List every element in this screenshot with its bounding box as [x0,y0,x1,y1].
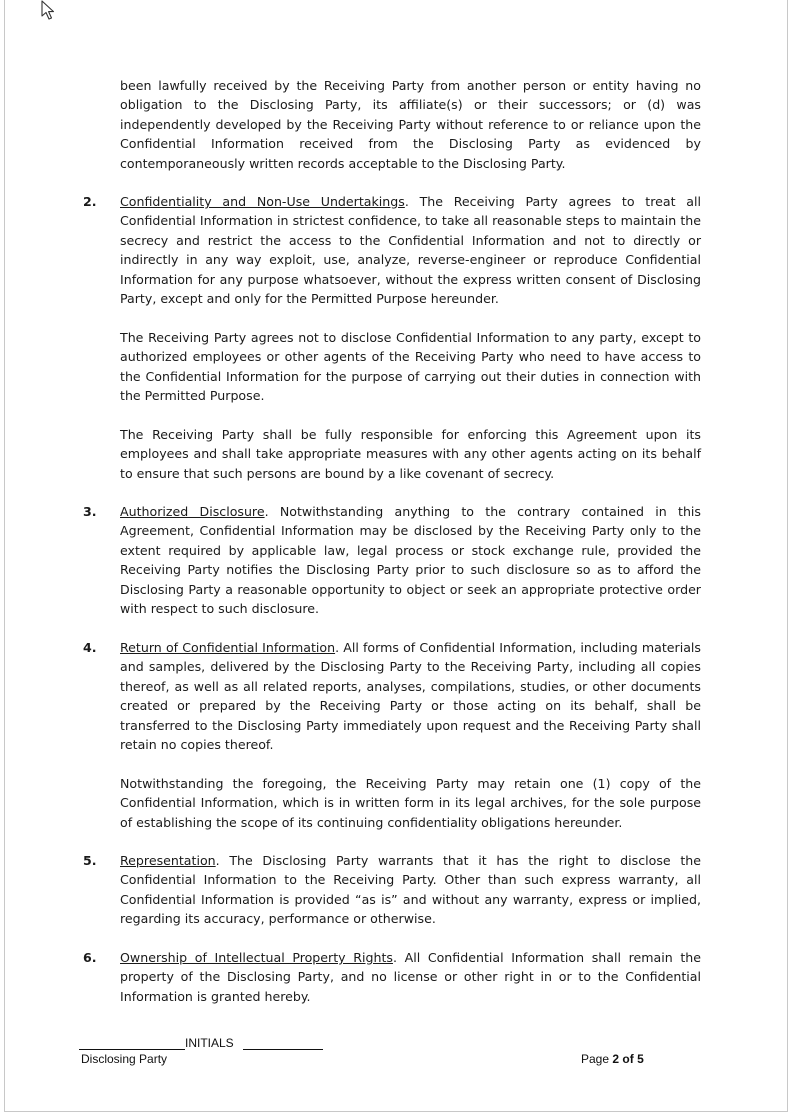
section-4-text: . All forms of Confidential Information, including materials and samples, delivered by the Disclosing Party to the Receiving Party, including all copies thereof, as well as all related reports, analyses, compilations, studies, or other documents created or prepared by the Receiving Party or those acting on its behalf, shall be transferred to the Disclosing Party immediately upon request and the Receiving Party shall retain no copies thereof. [120,640,701,753]
page-number [581,1052,644,1066]
initials-line [243,1049,323,1050]
section-4-heading: Return of Confidential Information [120,640,336,655]
signature-line [79,1049,185,1050]
section-6-paragraph [120,948,701,1006]
page-current: 2 [612,1052,620,1066]
page-prefix: Page [581,1052,610,1066]
section-4-paragraph-b: Notwithstanding the foregoing, the Receiving Party may retain one (1) copy of the Confidential Information, which is in written form in its legal archives, for the sole purpose of establishing the scope of its continuing confidentiality obligations hereunder. [120,776,701,830]
section-2-paragraph [120,192,701,308]
section-6-text: . All Confidential Information shall remain the property of the Disclosing Party, and no license or other right in or to the Confidential Information is granted hereby. [120,950,702,1004]
section-2-paragraph-c: The Receiving Party shall be fully responsible for enforcing this Agreement upon its employees and shall take appropriate measures with any other agents acting on its behalf to ensure that such persons are bound by a like covenant of secrecy. [120,427,701,481]
page-of: of [622,1052,634,1066]
section-number: 6. [83,950,97,965]
section-2-paragraph-b: The Receiving Party agrees not to disclose Confidential Information to any party, except to authorized employees or other agents of the Receiving Party who need to have access to the Confidential Information for the purpose of carrying out their duties in connection with the Permitted Purpose. [120,330,701,404]
disclosing-party-label: Disclosing Party [81,1052,168,1066]
section-3-heading: Authorized Disclosure [120,504,265,519]
mouse-pointer-icon [41,0,59,20]
section-2-heading: Confidentiality and Non-Use Undertakings [120,194,405,209]
section-2-text: . The Receiving Party agrees to treat all Confidential Information in strictest confidence, to take all reasonable steps to maintain the secrecy and restrict the access to the Confidential Information and not to directly or indirectly in any way exploit, use, analyze, reverse-engineer or reproduce Confidential Information for any purpose whatsoever, without the express written consent of Disclosing Party, except and only for the Permitted Purpose hereunder. [120,194,701,307]
section-3-text: . Notwithstanding anything to the contrary contained in this Agreement, Confidential Information may be disclosed by the Receiving Party only to the extent required by applicable law, legal process or stock exchange rule, provided the Receiving Party notifies the Disclosing Party prior to such disclosure so as to afford the Disclosing Party a reasonable opportunity to object or seek an appropriate protective order with respect to such disclosure. [120,504,701,617]
initials-label: INITIALS [185,1036,234,1050]
section-5-text: . The Disclosing Party warrants that it has the right to disclose the Confidential Information to the Receiving Party. Other than such express warranty, all Confidential Information is provided “as is” and without any warranty, express or implied, regarding its accuracy, performance or otherwise. [120,853,701,927]
section-4-paragraph [120,638,701,754]
section-6-heading: Ownership of Intellectual Property Rights [120,950,393,965]
section-number: 5. [83,853,97,868]
continuation-paragraph: been lawfully received by the Receiving Party from another person or entity having no obligation to the Disclosing Party, its affiliate(s) or their successors; or (d) was independently developed by the Receiving Party without reference to or reliance upon the Confidential Information received from the Disclosing Party as evidenced by contemporaneously written records acceptable to the Disclosing Party. [120,78,701,171]
section-number: 4. [83,640,97,655]
page-total: 5 [637,1052,644,1066]
section-3-paragraph [120,502,701,618]
section-5-heading: Representation [120,853,216,868]
document-page [4,0,788,1112]
section-5-paragraph [120,851,701,929]
section-number: 2. [83,194,97,209]
section-number: 3. [83,504,97,519]
